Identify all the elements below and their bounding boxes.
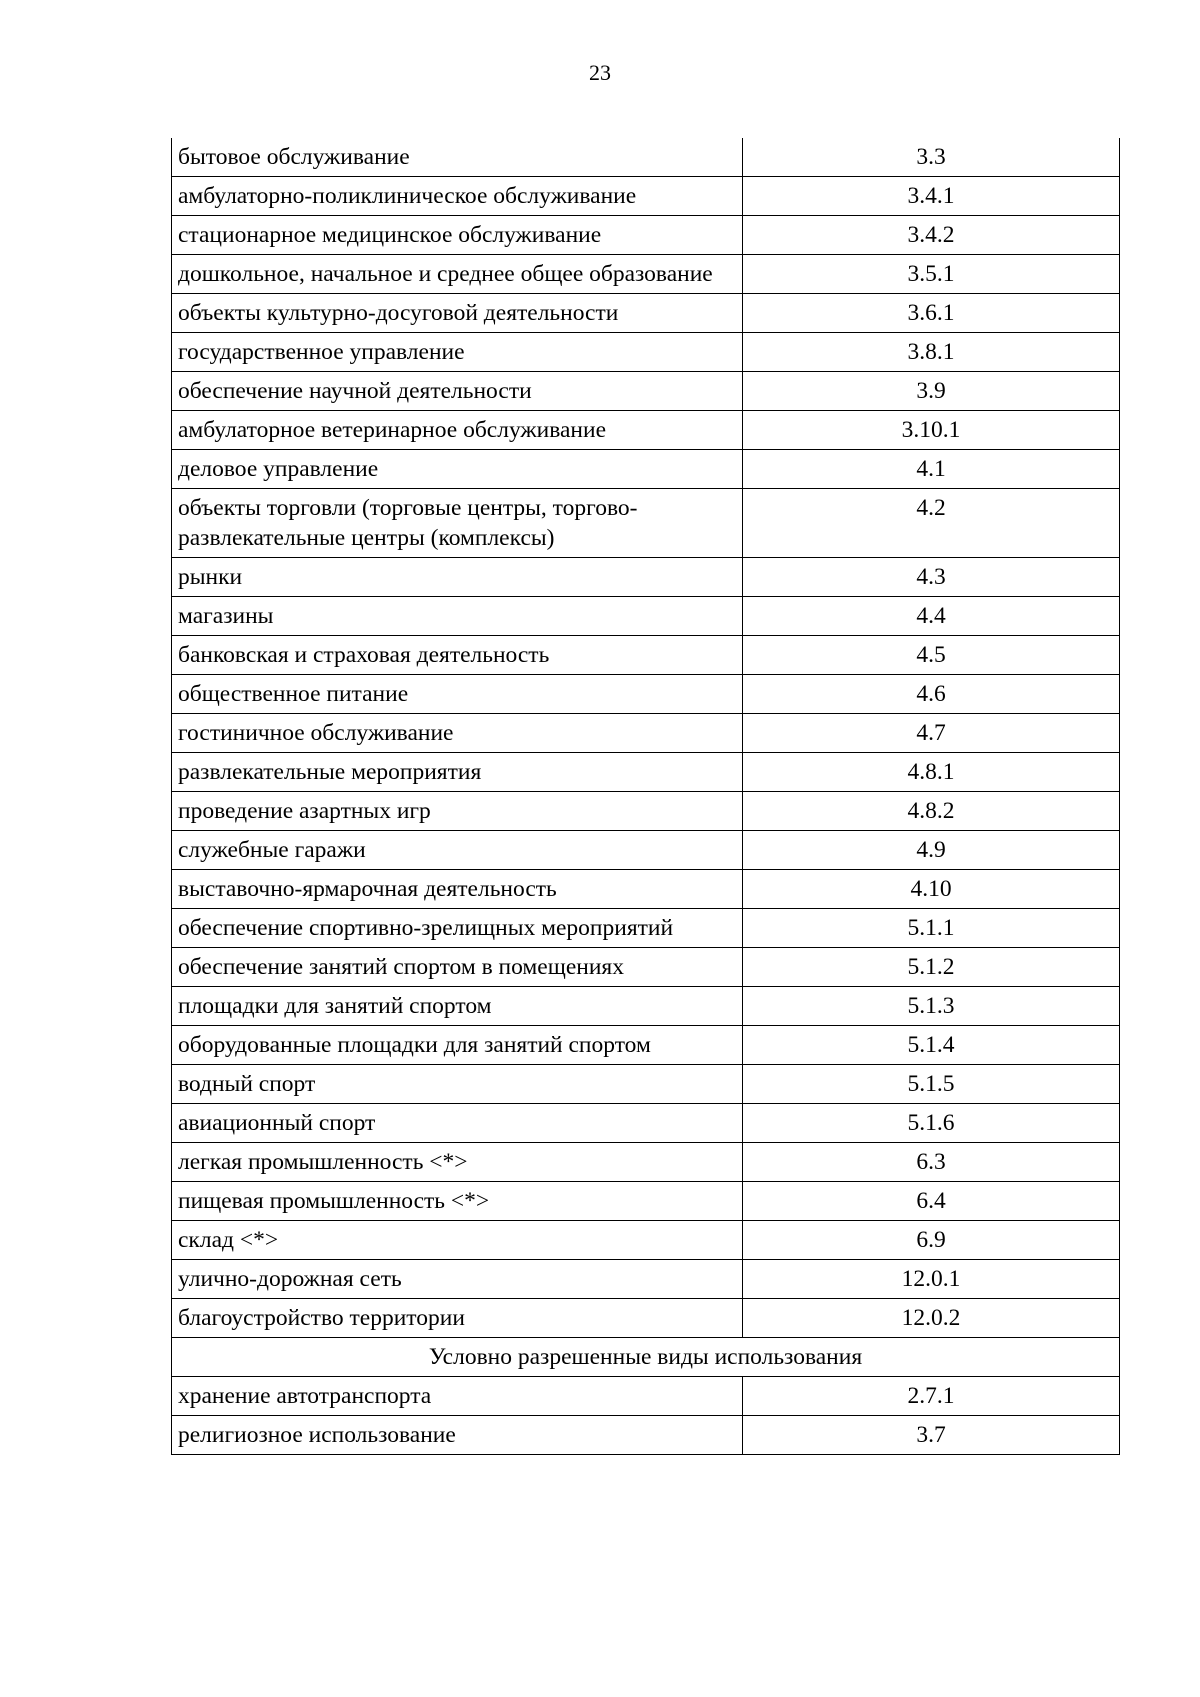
land-use-code: 5.1.5 bbox=[743, 1065, 1120, 1104]
land-use-code: 3.6.1 bbox=[743, 294, 1120, 333]
land-use-name: служебные гаражи bbox=[172, 831, 743, 870]
land-use-name: объекты торговли (торговые центры, торгово-развлекательные центры (комплексы) bbox=[172, 489, 743, 558]
land-use-code: 4.3 bbox=[743, 558, 1120, 597]
table-row bbox=[172, 1182, 1120, 1221]
land-use-name: склад <*> bbox=[172, 1221, 743, 1260]
land-use-name: развлекательные мероприятия bbox=[172, 753, 743, 792]
land-use-code: 12.0.2 bbox=[743, 1299, 1120, 1338]
land-use-name: бытовое обслуживание bbox=[172, 138, 743, 177]
land-use-table bbox=[171, 138, 1120, 1455]
table-row bbox=[172, 294, 1120, 333]
table-row bbox=[172, 1026, 1120, 1065]
table-row bbox=[172, 1416, 1120, 1455]
land-use-code: 3.8.1 bbox=[743, 333, 1120, 372]
land-use-name: обеспечение спортивно-зрелищных мероприятий bbox=[172, 909, 743, 948]
land-use-name: амбулаторное ветеринарное обслуживание bbox=[172, 411, 743, 450]
land-use-code: 4.8.1 bbox=[743, 753, 1120, 792]
table-row bbox=[172, 1065, 1120, 1104]
land-use-code: 4.7 bbox=[743, 714, 1120, 753]
table-body bbox=[172, 138, 1120, 1455]
land-use-code: 4.5 bbox=[743, 636, 1120, 675]
table-row bbox=[172, 714, 1120, 753]
table-row bbox=[172, 636, 1120, 675]
table-row bbox=[172, 489, 1120, 558]
land-use-name: деловое управление bbox=[172, 450, 743, 489]
land-use-code: 5.1.1 bbox=[743, 909, 1120, 948]
table-row bbox=[172, 1377, 1120, 1416]
land-use-code: 6.4 bbox=[743, 1182, 1120, 1221]
table-row bbox=[172, 1299, 1120, 1338]
table-row bbox=[172, 753, 1120, 792]
land-use-name: магазины bbox=[172, 597, 743, 636]
land-use-code: 4.2 bbox=[743, 489, 1120, 558]
table-row bbox=[172, 177, 1120, 216]
table-row bbox=[172, 216, 1120, 255]
section-heading: Условно разрешенные виды использования bbox=[172, 1338, 1120, 1377]
table-row bbox=[172, 1221, 1120, 1260]
land-use-name: хранение автотранспорта bbox=[172, 1377, 743, 1416]
land-use-name: общественное питание bbox=[172, 675, 743, 714]
land-use-code: 4.10 bbox=[743, 870, 1120, 909]
table-row bbox=[172, 255, 1120, 294]
land-use-name: благоустройство территории bbox=[172, 1299, 743, 1338]
land-use-name: банковская и страховая деятельность bbox=[172, 636, 743, 675]
land-use-code: 4.8.2 bbox=[743, 792, 1120, 831]
land-use-code: 3.4.2 bbox=[743, 216, 1120, 255]
land-use-name: легкая промышленность <*> bbox=[172, 1143, 743, 1182]
section-heading-row bbox=[172, 1338, 1120, 1377]
land-use-code: 5.1.2 bbox=[743, 948, 1120, 987]
land-use-name: государственное управление bbox=[172, 333, 743, 372]
land-use-code: 4.4 bbox=[743, 597, 1120, 636]
land-use-code: 12.0.1 bbox=[743, 1260, 1120, 1299]
land-use-name: религиозное использование bbox=[172, 1416, 743, 1455]
land-use-name: выставочно-ярмарочная деятельность bbox=[172, 870, 743, 909]
page-number: 23 bbox=[589, 60, 611, 85]
land-use-code: 6.9 bbox=[743, 1221, 1120, 1260]
land-use-name: гостиничное обслуживание bbox=[172, 714, 743, 753]
land-use-name: объекты культурно-досуговой деятельности bbox=[172, 294, 743, 333]
table-row bbox=[172, 1104, 1120, 1143]
land-use-name: обеспечение занятий спортом в помещениях bbox=[172, 948, 743, 987]
land-use-code: 3.9 bbox=[743, 372, 1120, 411]
land-use-name: обеспечение научной деятельности bbox=[172, 372, 743, 411]
table-row bbox=[172, 831, 1120, 870]
table-row bbox=[172, 450, 1120, 489]
land-use-code: 5.1.4 bbox=[743, 1026, 1120, 1065]
table-row bbox=[172, 411, 1120, 450]
land-use-name: оборудованные площадки для занятий спортом bbox=[172, 1026, 743, 1065]
table-row bbox=[172, 138, 1120, 177]
table-row bbox=[172, 870, 1120, 909]
land-use-code: 3.7 bbox=[743, 1416, 1120, 1455]
land-use-name: авиационный спорт bbox=[172, 1104, 743, 1143]
table-row bbox=[172, 333, 1120, 372]
table-row bbox=[172, 1260, 1120, 1299]
land-use-name: улично-дорожная сеть bbox=[172, 1260, 743, 1299]
land-use-code: 5.1.6 bbox=[743, 1104, 1120, 1143]
table-row bbox=[172, 909, 1120, 948]
land-use-name: водный спорт bbox=[172, 1065, 743, 1104]
land-use-name: площадки для занятий спортом bbox=[172, 987, 743, 1026]
table-row bbox=[172, 987, 1120, 1026]
table-row bbox=[172, 558, 1120, 597]
land-use-code: 2.7.1 bbox=[743, 1377, 1120, 1416]
land-use-name: рынки bbox=[172, 558, 743, 597]
land-use-name: пищевая промышленность <*> bbox=[172, 1182, 743, 1221]
land-use-code: 5.1.3 bbox=[743, 987, 1120, 1026]
land-use-code: 4.6 bbox=[743, 675, 1120, 714]
land-use-name: проведение азартных игр bbox=[172, 792, 743, 831]
land-use-code: 3.5.1 bbox=[743, 255, 1120, 294]
land-use-code: 3.10.1 bbox=[743, 411, 1120, 450]
land-use-name: стационарное медицинское обслуживание bbox=[172, 216, 743, 255]
land-use-code: 4.9 bbox=[743, 831, 1120, 870]
table-row bbox=[172, 675, 1120, 714]
land-use-code: 3.4.1 bbox=[743, 177, 1120, 216]
land-use-code: 3.3 bbox=[743, 138, 1120, 177]
land-use-name: амбулаторно-поликлиническое обслуживание bbox=[172, 177, 743, 216]
land-use-name: дошкольное, начальное и среднее общее образование bbox=[172, 255, 743, 294]
land-use-code: 6.3 bbox=[743, 1143, 1120, 1182]
table-row bbox=[172, 597, 1120, 636]
table-row bbox=[172, 948, 1120, 987]
land-use-code: 4.1 bbox=[743, 450, 1120, 489]
table-row bbox=[172, 792, 1120, 831]
table-row bbox=[172, 1143, 1120, 1182]
table-row bbox=[172, 372, 1120, 411]
